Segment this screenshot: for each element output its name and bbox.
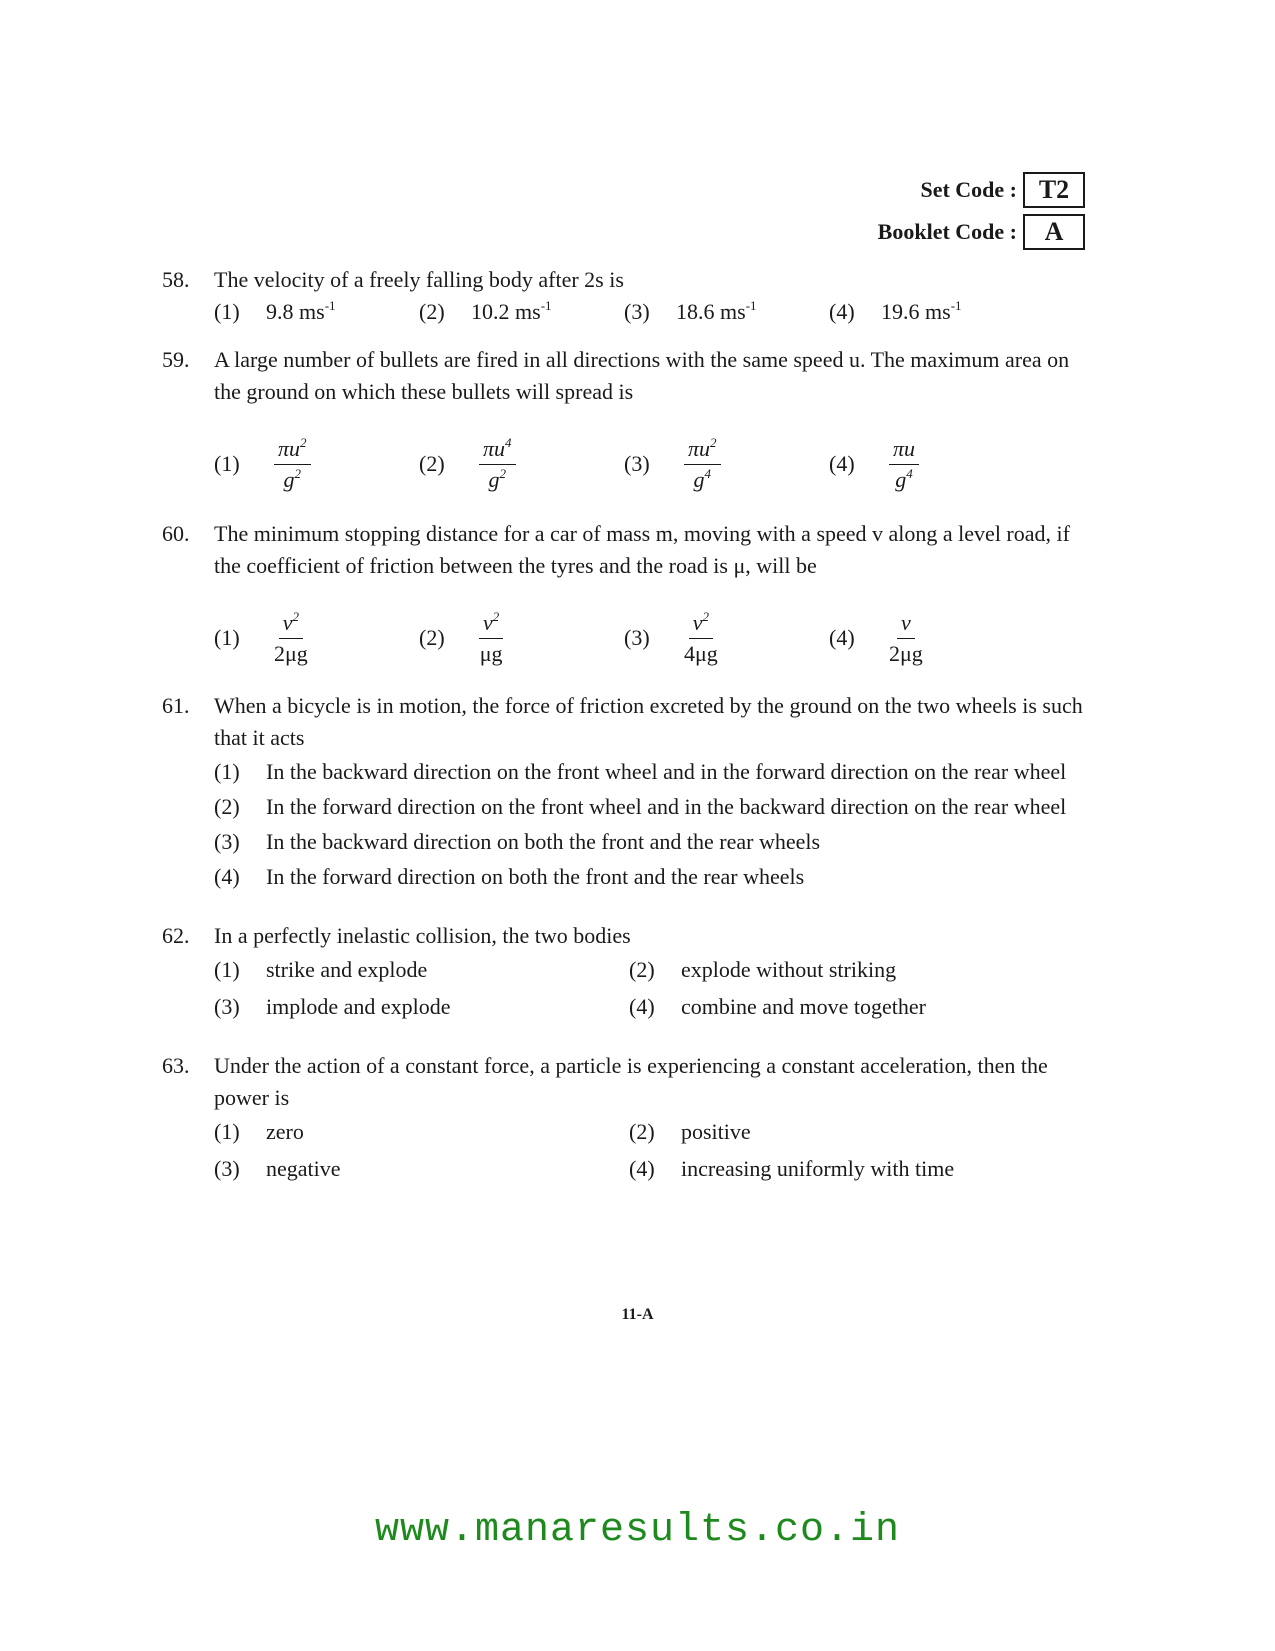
option-value: In the forward direction on both the front and the rear wheels bbox=[266, 863, 805, 889]
option-label: (4) bbox=[829, 451, 855, 476]
question-number: 62. bbox=[162, 923, 190, 948]
option-2 bbox=[214, 789, 1092, 824]
fraction: $\frac{\pi u^4}{g^2}$ bbox=[479, 436, 516, 493]
option-2 bbox=[419, 428, 624, 500]
fraction: $\frac{v^2}{\mu g}$ bbox=[479, 608, 503, 666]
website-watermark: www.manaresults.co.in bbox=[374, 1508, 901, 1553]
options-grid bbox=[214, 952, 1092, 1024]
option-label: (3) bbox=[624, 625, 650, 650]
option-4 bbox=[829, 296, 1034, 328]
option-value: In the backward direction on both the front and the rear wheels bbox=[266, 828, 821, 854]
option-label: (3) bbox=[214, 1155, 240, 1181]
option-4 bbox=[214, 859, 1092, 894]
option-label: (1) bbox=[214, 299, 240, 324]
option-label: (1) bbox=[214, 758, 240, 784]
option-value: increasing uniformly with time bbox=[681, 1155, 955, 1181]
fraction: $\frac{\pi u}{g^4}$ bbox=[889, 436, 919, 493]
booklet-code-label: Booklet Code : bbox=[877, 219, 1017, 244]
option-value: In the forward direction on the front wheel and in the backward direction on the rear wheel bbox=[266, 793, 1067, 819]
option-3 bbox=[624, 602, 829, 674]
option-label: (4) bbox=[629, 993, 655, 1019]
question-text: When a bicycle is in motion, the force of friction excreted by the ground on the two wheels is such that it acts bbox=[214, 693, 1083, 750]
fraction: $\frac{\pi u^2}{g^4}$ bbox=[684, 436, 721, 493]
fraction: $\frac{v}{2\mu g}$ bbox=[889, 609, 923, 666]
question-text: A large number of bullets are fired in all directions with the same speed u. The maximum area on the ground on which these bullets will spread is bbox=[214, 347, 1070, 404]
option-4 bbox=[829, 602, 1034, 674]
option-label: (1) bbox=[214, 451, 240, 476]
options-grid bbox=[214, 1114, 1092, 1186]
option-value: 9.8 $ms^{-1}$ bbox=[266, 298, 336, 324]
option-label: (2) bbox=[629, 1118, 655, 1144]
question-number: 61. bbox=[162, 693, 190, 718]
option-label: (3) bbox=[624, 299, 650, 324]
question-number: 58. bbox=[162, 267, 190, 292]
question-number: 59. bbox=[162, 347, 190, 372]
set-code-row bbox=[878, 172, 1085, 208]
option-4 bbox=[629, 989, 1044, 1024]
option-value: positive bbox=[681, 1118, 751, 1144]
option-value: zero bbox=[266, 1118, 304, 1144]
question-text: The minimum stopping distance for a car of mass m, moving with a speed v along a level road, if the coefficient of friction between the tyres and the road is μ, will be bbox=[214, 521, 1070, 578]
option-value: strike and explode bbox=[266, 956, 428, 982]
option-value: In the backward direction on the front wheel and in the forward direction on the rear wheel bbox=[266, 758, 1067, 784]
question-63 bbox=[162, 1050, 1092, 1186]
option-1 bbox=[214, 602, 419, 674]
option-4 bbox=[829, 428, 1034, 500]
option-value: 10.2 $ms^{-1}$ bbox=[471, 298, 552, 324]
page-code: 11-A bbox=[621, 1306, 654, 1323]
option-label: (2) bbox=[629, 956, 655, 982]
question-text: The velocity of a freely falling body after 2s is bbox=[214, 267, 624, 292]
option-label: (1) bbox=[214, 625, 240, 650]
option-label: (4) bbox=[629, 1155, 655, 1181]
option-1 bbox=[214, 296, 419, 328]
option-3 bbox=[624, 296, 829, 328]
option-2 bbox=[629, 952, 1044, 987]
option-2 bbox=[419, 602, 624, 674]
option-1 bbox=[214, 1114, 629, 1149]
option-2 bbox=[419, 296, 624, 328]
question-text: In a perfectly inelastic collision, the two bodies bbox=[214, 923, 631, 948]
option-1 bbox=[214, 754, 1092, 789]
option-label: (2) bbox=[419, 299, 445, 324]
option-label: (4) bbox=[829, 625, 855, 650]
option-3 bbox=[624, 428, 829, 500]
options-list bbox=[214, 754, 1092, 894]
option-1 bbox=[214, 428, 419, 500]
option-value: explode without striking bbox=[681, 956, 897, 982]
option-2 bbox=[629, 1114, 1044, 1149]
booklet-code-row bbox=[878, 214, 1085, 250]
question-number: 63. bbox=[162, 1053, 190, 1078]
question-58 bbox=[162, 264, 1092, 328]
options-row bbox=[214, 428, 1092, 500]
option-label: (2) bbox=[419, 625, 445, 650]
set-code-label: Set Code : bbox=[920, 177, 1017, 202]
option-value: negative bbox=[266, 1155, 341, 1181]
option-label: (3) bbox=[214, 828, 240, 854]
fraction: $\frac{v^2}{2\mu g}$ bbox=[274, 608, 308, 666]
header-codes bbox=[878, 172, 1085, 256]
options-row bbox=[214, 602, 1092, 674]
option-label: (3) bbox=[624, 451, 650, 476]
set-code-value: T2 bbox=[1023, 172, 1085, 208]
option-label: (1) bbox=[214, 1118, 240, 1144]
option-1 bbox=[214, 952, 629, 987]
option-label: (2) bbox=[419, 451, 445, 476]
option-3 bbox=[214, 1151, 629, 1186]
option-label: (2) bbox=[214, 793, 240, 819]
option-value: 19.6 $ms^{-1}$ bbox=[881, 298, 962, 324]
fraction: $\frac{\pi u^2}{g^2}$ bbox=[274, 436, 311, 493]
fraction: $\frac{v^2}{4\mu g}$ bbox=[684, 608, 718, 666]
question-61 bbox=[162, 690, 1092, 894]
options-row bbox=[214, 296, 1092, 328]
option-label: (4) bbox=[829, 299, 855, 324]
question-60 bbox=[162, 518, 1092, 674]
option-4 bbox=[629, 1151, 1044, 1186]
option-3 bbox=[214, 989, 629, 1024]
option-value: combine and move together bbox=[681, 993, 926, 1019]
option-label: (3) bbox=[214, 993, 240, 1019]
option-label: (4) bbox=[214, 863, 240, 889]
option-label: (1) bbox=[214, 956, 240, 982]
question-59 bbox=[162, 344, 1092, 500]
option-3 bbox=[214, 824, 1092, 859]
option-value: 18.6 $ms^{-1}$ bbox=[676, 298, 757, 324]
booklet-code-value: A bbox=[1023, 214, 1085, 250]
question-62 bbox=[162, 920, 1092, 1024]
option-value: implode and explode bbox=[266, 993, 451, 1019]
question-text: Under the action of a constant force, a particle is experiencing a constant acceleration, then the power is bbox=[214, 1053, 1048, 1110]
question-number: 60. bbox=[162, 521, 190, 546]
